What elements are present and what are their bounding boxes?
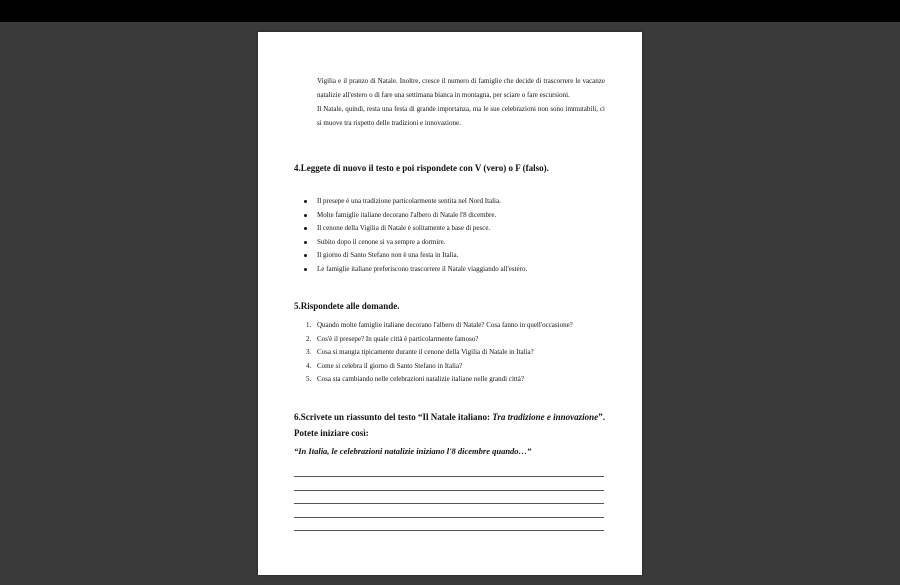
list-item	[294, 373, 614, 387]
document-page	[258, 32, 642, 575]
item-text: Quando molte famiglie italiane decorano l'albero di Natale? Cosa fanno in quell'occasione?	[317, 321, 573, 329]
item-text: Cosa si mangia tipicamente durante il cenone della Vigilia di Natale in Italia?	[317, 348, 534, 356]
heading-suffix: ”.	[598, 412, 605, 422]
item-number: 2.	[306, 334, 312, 343]
section-6-heading	[294, 410, 605, 424]
list-item: Il cenone della Vigilia di Natale è solitamente a base di pesce.	[294, 222, 614, 236]
true-false-list	[294, 195, 614, 276]
viewer-top-bar	[0, 0, 900, 22]
list-item	[294, 319, 614, 333]
writing-line[interactable]	[294, 530, 604, 531]
list-item	[294, 360, 614, 374]
item-text: Cosa sta cambiando nelle celebrazioni natalizie italiane nelle grandi città?	[317, 375, 524, 383]
writing-line[interactable]	[294, 476, 604, 477]
item-text: Come si celebra il giorno di Santo Stefano in Italia?	[317, 361, 463, 370]
list-item: Il presepe è una tradizione particolarmente sentita nel Nord Italia.	[294, 195, 614, 209]
item-number: 4.	[306, 361, 312, 370]
questions-list	[294, 319, 614, 387]
section-6-subheading: Potete iniziare così:	[294, 428, 369, 438]
item-text: Cos'è il presepe? In quale città è particolarmente famoso?	[317, 334, 479, 343]
item-number: 1.	[306, 321, 312, 329]
list-item	[294, 333, 614, 347]
heading-italic: Tra tradizione e innovazione	[492, 412, 599, 422]
section-4-heading: 4.Leggete di nuovo il testo e poi rispondete con V (vero) o F (falso).	[294, 163, 549, 173]
heading-prefix: 6.Scrivete un riassunto del testo “Il Natale italiano:	[294, 412, 493, 422]
writing-line[interactable]	[294, 490, 604, 491]
list-item	[294, 346, 614, 360]
intro-text	[317, 74, 605, 130]
list-item: Subito dopo il cenone si va sempre a dormire.	[294, 236, 614, 250]
list-item: Molte famiglie italiane decorano l'albero di Natale l'8 dicembre.	[294, 209, 614, 223]
list-item: Il giorno di Santo Stefano non è una festa in Italia.	[294, 249, 614, 263]
intro-paragraph: Vigilia e il pranzo di Natale. Inoltre, cresce il numero di famiglie che decide di trascorrere le vacanze natalizie all'estero o di fare una settimana bianca in montagna, per sciare o fare escursioni.	[317, 77, 605, 99]
item-number: 5.	[306, 375, 312, 383]
intro-paragraph: Il Natale, quindi, resta una festa di grande importanza, ma le sue celebrazioni non sono immutabili, ci si muove tra rispetto delle tradizioni e innovazione.	[317, 105, 605, 127]
summary-starter-quote: “In Italia, le celebrazioni natalizie iniziano l'8 dicembre quando…”	[294, 446, 532, 456]
writing-line[interactable]	[294, 517, 604, 518]
list-item: Le famiglie italiane preferiscono trascorrere il Natale viaggiando all'estero.	[294, 263, 614, 277]
section-5-heading: 5.Rispondete alle domande.	[294, 301, 400, 311]
item-number: 3.	[306, 348, 312, 356]
writing-line[interactable]	[294, 503, 604, 504]
